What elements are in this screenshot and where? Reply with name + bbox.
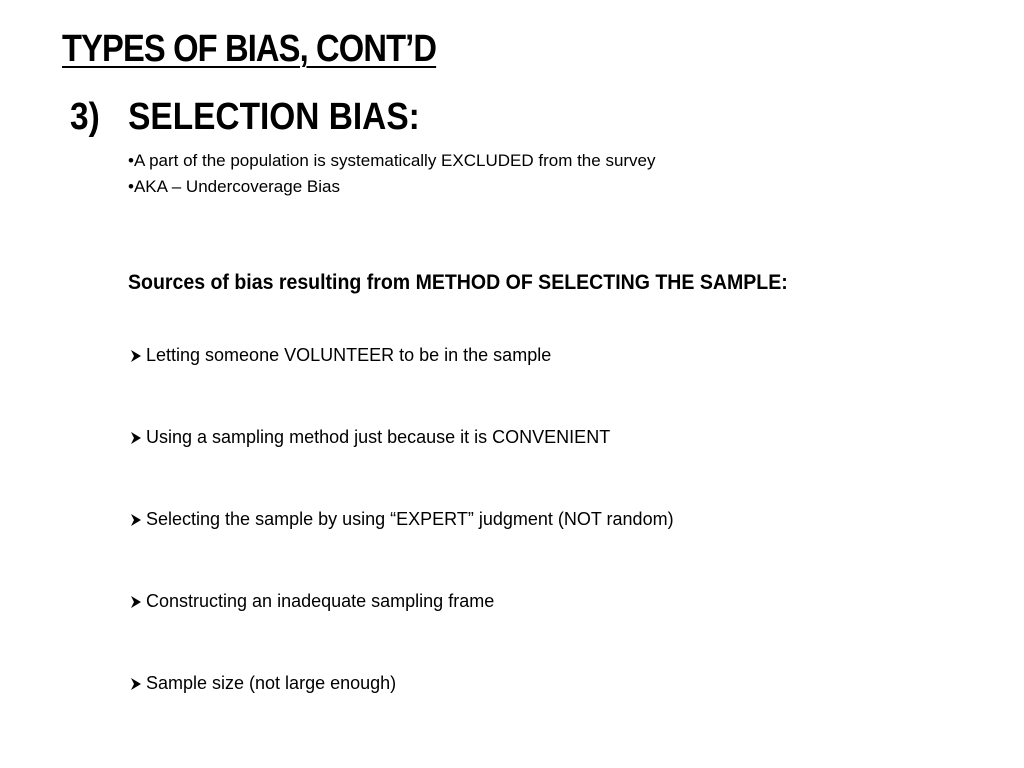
arrow-bullet-icon <box>128 512 144 528</box>
section-heading <box>70 96 420 139</box>
arrow-bullet-icon <box>128 430 144 446</box>
definition-item <box>128 148 656 174</box>
source-item <box>128 509 674 530</box>
definition-text: A part of the population is systematically EXCLUDED from the survey <box>133 151 656 170</box>
source-text: Letting someone VOLUNTEER to be in the sample <box>146 345 552 365</box>
arrow-bullet-icon <box>128 676 144 692</box>
source-text: Sample size (not large enough) <box>146 673 397 693</box>
definition-item <box>128 174 656 200</box>
source-text: Constructing an inadequate sampling frame <box>146 591 495 611</box>
sources-heading: Sources of bias resulting from METHOD OF SELECTING THE SAMPLE: <box>128 271 788 294</box>
source-item <box>128 345 551 366</box>
bullet-dot-icon: • <box>128 151 134 170</box>
source-text: Selecting the sample by using “EXPERT” judgment (NOT random) <box>146 509 674 529</box>
slide-title: TYPES OF BIAS, CONT’D <box>62 28 437 70</box>
section-number: 3) <box>70 96 100 138</box>
arrow-bullet-icon <box>128 348 144 364</box>
bullet-dot-icon: • <box>128 177 134 196</box>
source-text: Using a sampling method just because it is CONVENIENT <box>146 427 611 447</box>
source-item <box>128 427 610 448</box>
arrow-bullet-icon <box>128 594 144 610</box>
source-item <box>128 591 494 612</box>
section-heading-text: SELECTION BIAS: <box>128 96 420 138</box>
definition-text: AKA – Undercoverage Bias <box>133 177 340 196</box>
definition-list <box>128 148 656 200</box>
source-item <box>128 673 396 694</box>
